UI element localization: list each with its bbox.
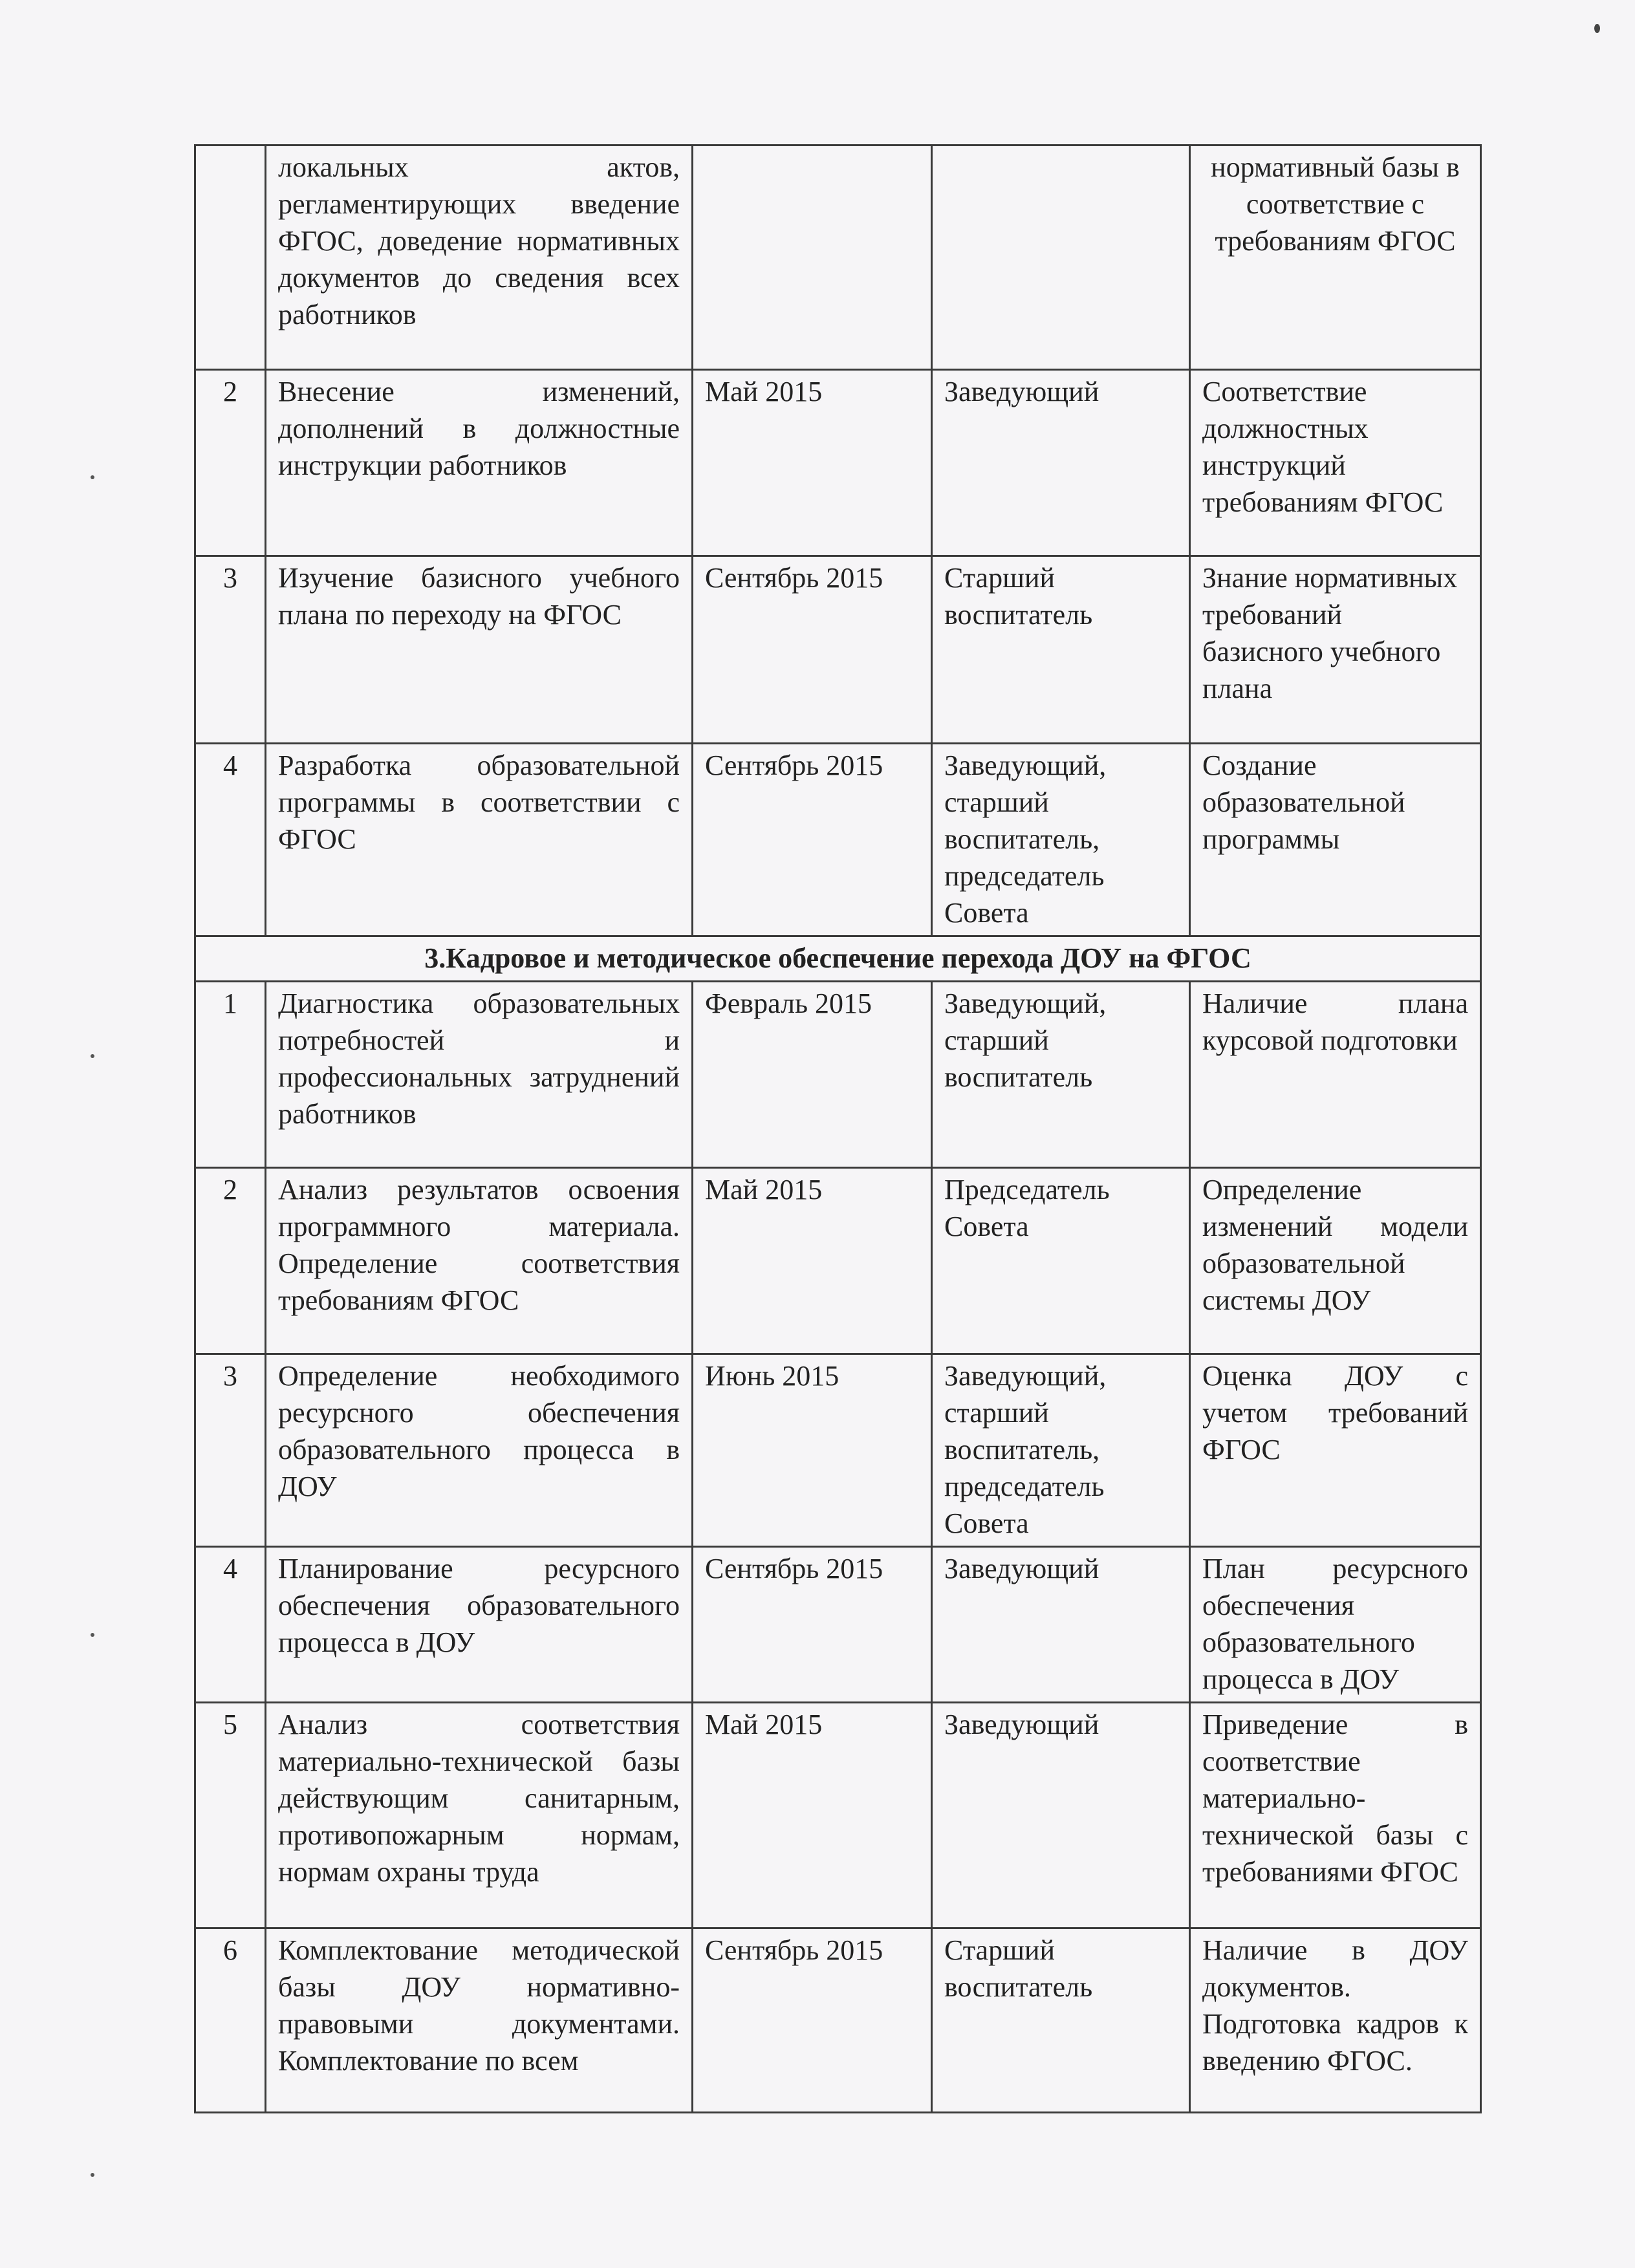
responsible-cell: Председатель Совета xyxy=(932,1168,1190,1354)
date-cell xyxy=(693,146,932,370)
date-cell: Май 2015 xyxy=(693,370,932,556)
scan-speck xyxy=(91,1633,94,1637)
result-cell: План ресурсного обеспечения образовательного процесса в ДОУ xyxy=(1190,1547,1481,1703)
scan-speck xyxy=(91,475,94,479)
section-title: 3.Кадровое и методическое обеспечение перехода ДОУ на ФГОС xyxy=(195,936,1481,982)
result-cell: Оценка ДОУ с учетом требований ФГОС xyxy=(1190,1354,1481,1547)
date-cell: Май 2015 xyxy=(693,1703,932,1928)
responsible-cell: Старший воспитатель xyxy=(932,556,1190,744)
responsible-cell: Заведующий, старший воспитатель, председатель Совета xyxy=(932,744,1190,936)
date-cell: Февраль 2015 xyxy=(693,982,932,1168)
table-row xyxy=(195,146,1481,370)
result-cell: Наличие в ДОУ документов. Подготовка кадров к введению ФГОС. xyxy=(1190,1928,1481,2113)
section-header-row xyxy=(195,936,1481,982)
row-number: 3 xyxy=(195,1354,266,1547)
date-cell: Май 2015 xyxy=(693,1168,932,1354)
activity-cell: локальных актов, регламентирующих введение ФГОС, доведение нормативных документов до сведения всех работников xyxy=(266,146,693,370)
responsible-cell: Заведующий xyxy=(932,1547,1190,1703)
result-cell: Определение изменений модели образовательной системы ДОУ xyxy=(1190,1168,1481,1354)
row-number: 4 xyxy=(195,1547,266,1703)
result-cell: Наличие плана курсовой подготовки xyxy=(1190,982,1481,1168)
action-plan-table xyxy=(194,144,1482,2113)
table-row xyxy=(195,982,1481,1168)
date-cell: Сентябрь 2015 xyxy=(693,1547,932,1703)
activity-cell: Внесение изменений, дополнений в должностные инструкции работников xyxy=(266,370,693,556)
table-row xyxy=(195,744,1481,936)
table-row xyxy=(195,556,1481,744)
row-number: 1 xyxy=(195,982,266,1168)
result-cell: нормативный базы в соответствие с требованиям ФГОС xyxy=(1190,146,1481,370)
row-number xyxy=(195,146,266,370)
result-cell: Соответствие должностных инструкций требованиям ФГОС xyxy=(1190,370,1481,556)
table-row xyxy=(195,1928,1481,2113)
activity-cell: Комплектование методической базы ДОУ нормативно-правовыми документами. Комплектование по всем xyxy=(266,1928,693,2113)
activity-cell: Планирование ресурсного обеспечения образовательного процесса в ДОУ xyxy=(266,1547,693,1703)
result-cell: Создание образовательной программы xyxy=(1190,744,1481,936)
date-cell: Сентябрь 2015 xyxy=(693,1928,932,2113)
row-number: 3 xyxy=(195,556,266,744)
row-number: 4 xyxy=(195,744,266,936)
date-cell: Сентябрь 2015 xyxy=(693,556,932,744)
table-row xyxy=(195,1168,1481,1354)
activity-cell: Определение необходимого ресурсного обеспечения образовательного процесса в ДОУ xyxy=(266,1354,693,1547)
date-cell: Сентябрь 2015 xyxy=(693,744,932,936)
date-cell: Июнь 2015 xyxy=(693,1354,932,1547)
activity-cell: Анализ результатов освоения программного материала. Определение соответствия требованиям ФГОС xyxy=(266,1168,693,1354)
table-row xyxy=(195,370,1481,556)
row-number: 5 xyxy=(195,1703,266,1928)
result-cell: Приведение в соответствие материально-технической базы с требованиями ФГОС xyxy=(1190,1703,1481,1928)
result-cell: Знание нормативных требований базисного учебного плана xyxy=(1190,556,1481,744)
activity-cell: Диагностика образовательных потребностей и профессиональных затруднений работников xyxy=(266,982,693,1168)
row-number: 2 xyxy=(195,370,266,556)
table-row xyxy=(195,1354,1481,1547)
row-number: 2 xyxy=(195,1168,266,1354)
responsible-cell: Заведующий xyxy=(932,1703,1190,1928)
scan-speck xyxy=(91,1054,94,1058)
scan-speck xyxy=(1594,24,1600,33)
responsible-cell: Заведующий, старший воспитатель xyxy=(932,982,1190,1168)
activity-cell: Изучение базисного учебного плана по переходу на ФГОС xyxy=(266,556,693,744)
responsible-cell: Старший воспитатель xyxy=(932,1928,1190,2113)
table-row xyxy=(195,1547,1481,1703)
activity-cell: Разработка образовательной программы в соответствии с ФГОС xyxy=(266,744,693,936)
table-row xyxy=(195,1703,1481,1928)
activity-cell: Анализ соответствия материально-технической базы действующим санитарным, противопожарным нормам, нормам охраны труда xyxy=(266,1703,693,1928)
responsible-cell xyxy=(932,146,1190,370)
responsible-cell: Заведующий xyxy=(932,370,1190,556)
responsible-cell: Заведующий, старший воспитатель, председатель Совета xyxy=(932,1354,1190,1547)
scan-speck xyxy=(91,2173,94,2177)
row-number: 6 xyxy=(195,1928,266,2113)
